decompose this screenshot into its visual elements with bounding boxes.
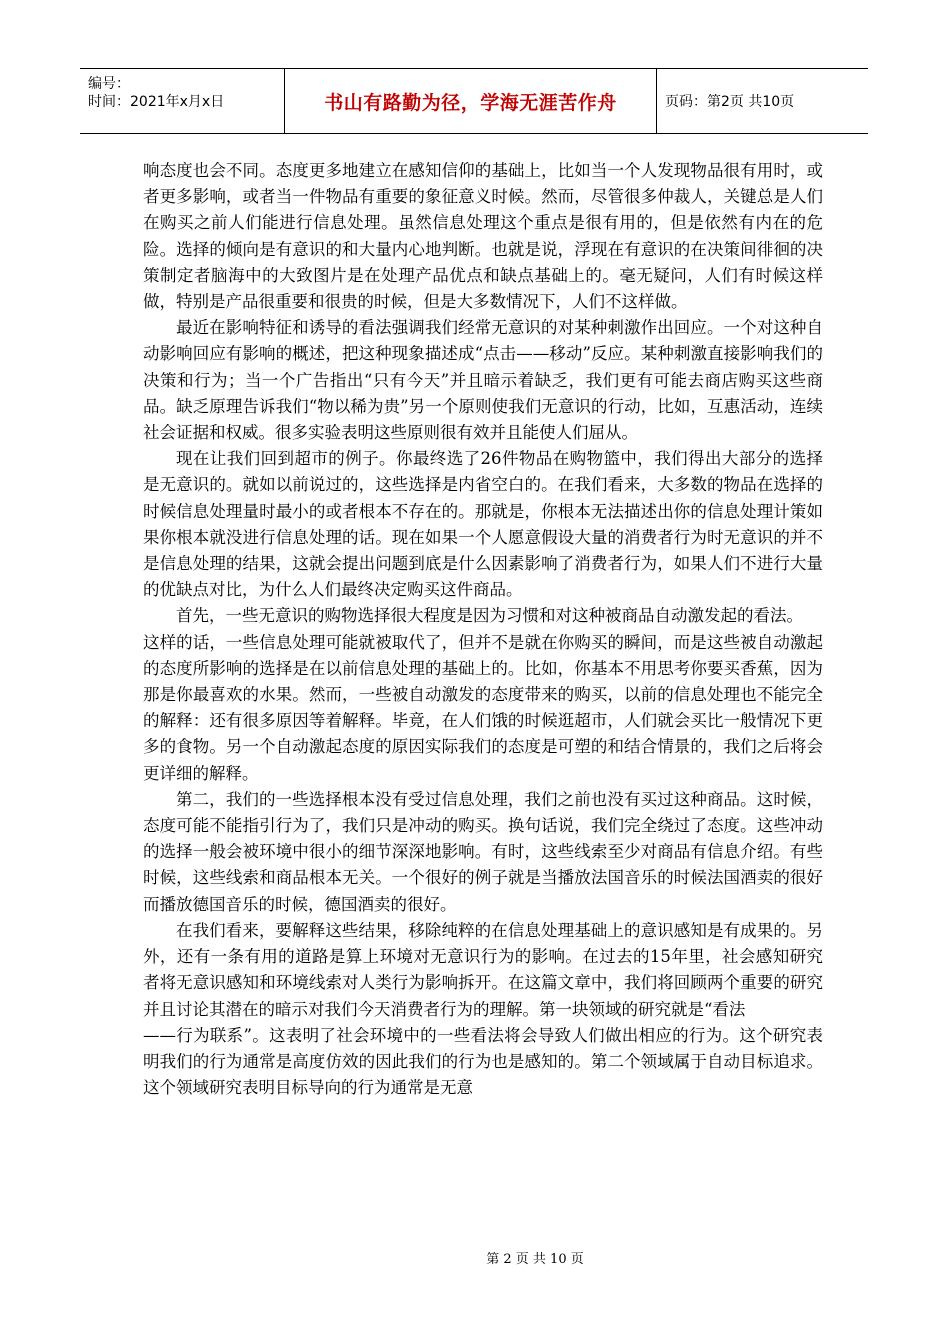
number-label: 编号：	[88, 76, 130, 92]
paragraph: 第二，我们的一些选择根本没有受过信息处理，我们之前也没有买过这种商品。这时候，态度可能不能指引行为了，我们只是冲动的购买。换句话说，我们完全绕过了态度。这些冲动的选择一般会被环境中很小的细节深深地影响。有时，这些线索至少对商品有信息介绍。有些时候，这些线索和商品根本无关。一个很好的例子就是当播放法国音乐的时候法国酒卖的很好而播放德国音乐的时候，德国酒卖的很好。	[143, 789, 823, 914]
time-label: 时间：2021年x月x日	[88, 94, 225, 110]
paragraph: 这样的话，一些信息处理可能就被取代了，但并不是就在你购买的瞬间，而是这些被自动激起的态度所影响的选择是在以前信息处理的基础上的。比如，你基本不用思考你要买香蕉，因为那是你最喜欢的水果。然而，一些被自动激发的态度带来的购买，以前的信息处理也不能完全的解释：还有很多原因等着解释。毕竟，在人们饿的时候逛超市，人们就会买比一般情况下更多的食物。另一个自动激起态度的原因实际我们的态度是可塑的和结合情景的，我们之后将会更详细的解释。	[143, 632, 823, 783]
header-page-number: 页码：第2页 共10页	[665, 94, 795, 110]
header-page-cell	[657, 69, 868, 133]
paragraph: 现在让我们回到超市的例子。你最终选了26件物品在购物篮中，我们得出大部分的选择是无意识的。就如以前说过的，这些选择是内省空白的。在我们看来，大多数的物品在选择的时候信息处理量时最小的或者根本不存在的。那就是，你根本无法描述出你的信息处理计策如果你根本就没进行信息处理的话。现在如果一个人愿意假设大量的消费者行为时无意识的并不是信息处理的结果，这就会提出问题到底是什么因素影响了消费者行为，如果人们不进行大量的优缺点对比，为什么人们最终决定购买这件商品。	[143, 449, 823, 600]
page-footer	[0, 1248, 950, 1267]
paragraph: ——行为联系”。这表明了社会环境中的一些看法将会导致人们做出相应的行为。这个研究表明我们的行为通常是高度仿效的因此我们的行为也是感知的。第二个领域属于自动目标追求。这个领域研究表明目标导向的行为通常是无意	[143, 1025, 823, 1098]
footer-page-number: 第 2 页 共 10 页	[486, 1252, 584, 1267]
paragraph: 最近在影响特征和诱导的看法强调我们经常无意识的对某种刺激作出回应。一个对这种自动影响回应有影响的概述，把这种现象描述成“点击——移动”反应。某种刺激直接影响我们的决策和行为；当一个广告指出“只有今天”并且暗示着缺乏，我们更有可能去商店购买这些商品。缺乏原理告诉我们“物以稀为贵”另一个原则使我们无意识的行动，比如，互惠活动，连续社会证据和权威。很多实验表明这些原则很有效并且能使人们屈从。	[143, 318, 823, 443]
page-header	[80, 68, 868, 134]
header-motto: 书山有路勤为径，学海无涯苦作舟	[324, 91, 617, 114]
document-body	[143, 158, 823, 1101]
paragraph: 首先，一些无意识的购物选择很大程度是因为习惯和对这种被商品自动激发起的看法。	[176, 606, 803, 626]
header-meta	[80, 69, 285, 133]
paragraph: 响态度也会不同。态度更多地建立在感知信仰的基础上，比如当一个人发现物品很有用时，或者更多影响，或者当一件物品有重要的象征意义时候。然而，尽管很多仲裁人，关键总是人们在购买之前人们能进行信息处理。虽然信息处理这个重点是很有用的，但是依然有内在的危险。选择的倾向是有意识的和大量内心地判断。也就是说，浮现在有意识的在决策间徘徊的决策制定者脑海中的大致图片是在处理产品优点和缺点基础上的。毫无疑问，人们有时候这样做，特别是产品很重要和很贵的时候，但是大多数情况下，人们不这样做。	[143, 161, 823, 312]
header-motto-cell	[285, 69, 657, 133]
paragraph: 在我们看来，要解释这些结果，移除纯粹的在信息处理基础上的意识感知是有成果的。另外，还有一条有用的道路是算上环境对无意识行为的影响。在过去的15年里，社会感知研究者将无意识感知和环境线索对人类行为影响拆开。在这篇文章中，我们将回顾两个重要的研究并且讨论其潜在的暗示对我们今天消费者行为的理解。第一块领域的研究就是“看法	[143, 920, 823, 1019]
